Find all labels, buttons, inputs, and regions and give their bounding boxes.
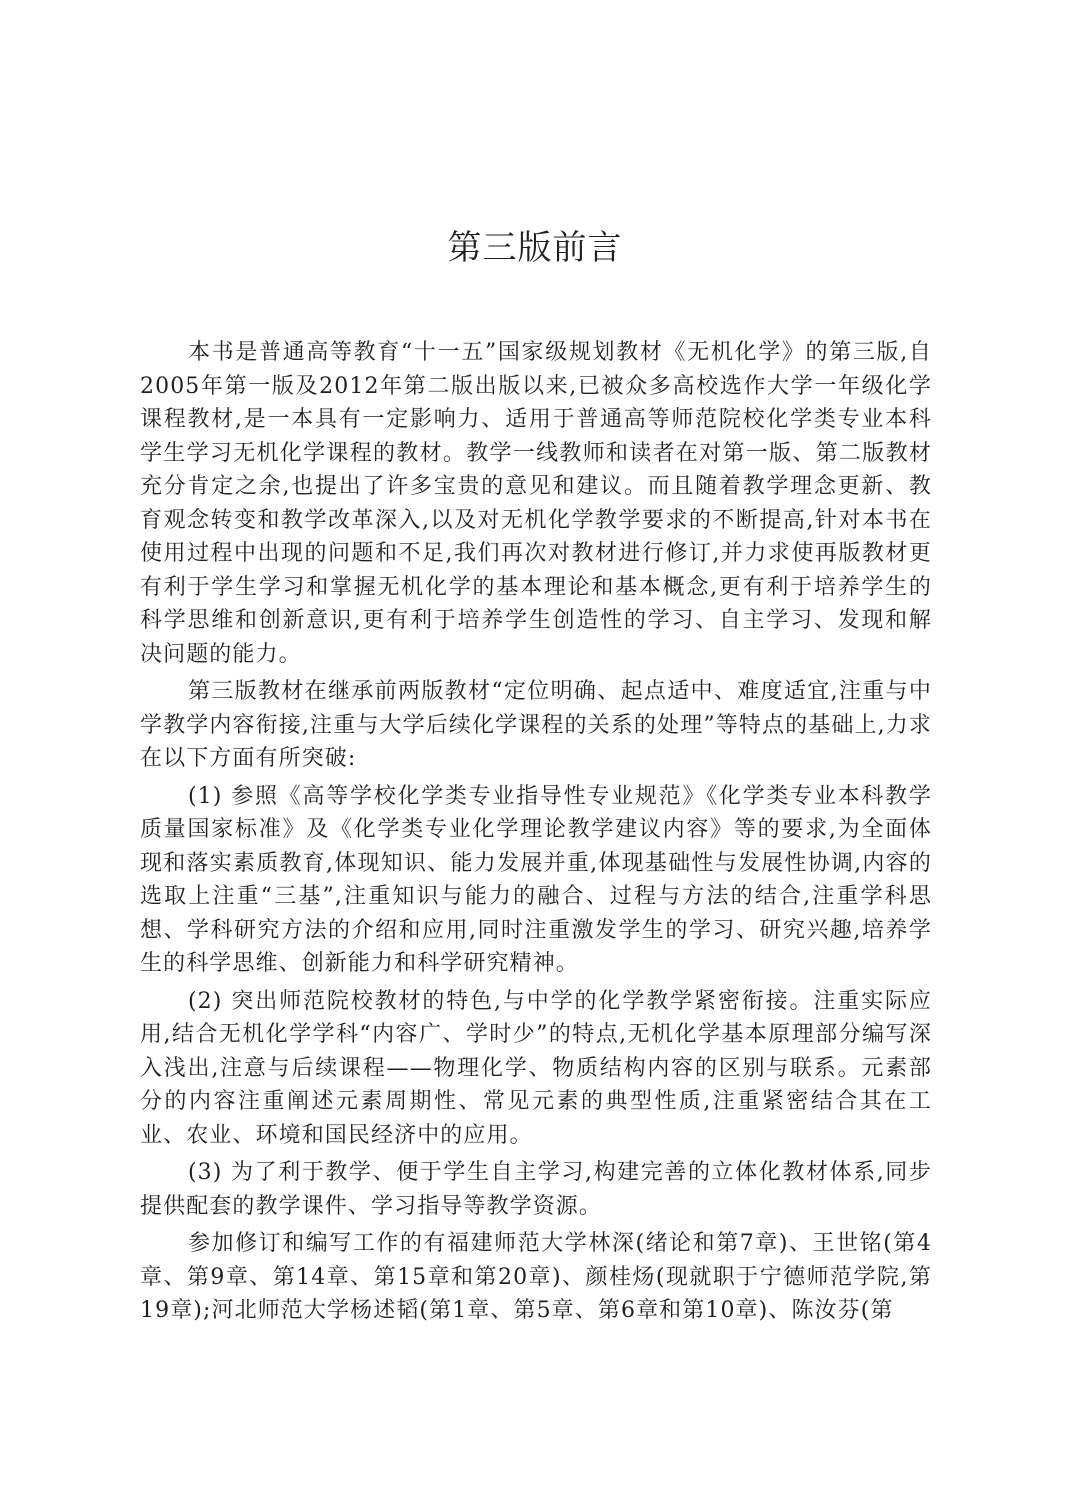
paragraph-item-2: (2) 突出师范院校教材的特色,与中学的化学教学紧密衔接。注重实际应用,结合无机化学学科“内容广、学时少”的特点,无机化学基本原理部分编写深入浅出,注意与后续课程——物理化学、物质结构内容的区别与联系。元素部分的内容注重阐述元素周期性、常见元素的典型性质,注重紧密结合其在工业、农业、环境和国民经济中的应用。 (140, 988, 932, 1148)
paragraph-third-edition: 第三版教材在继承前两版教材“定位明确、起点适中、难度适宜,注重与中学教学内容衔接,注重与大学后续化学课程的关系的处理”等特点的基础上,力求在以下方面有所突破: (140, 679, 932, 771)
page-title: 第三版前言 (447, 228, 623, 268)
body-text (140, 336, 932, 1332)
paragraph-intro: 本书是普通高等教育“十一五”国家级规划教材《无机化学》的第三版,自2005年第一版及2012年第二版出版以来,已被众多高校选作大学一年级化学课程教材,是一本具有一定影响力、适用于普通高等师范院校化学类专业本科学生学习无机化学课程的教材。教学一线教师和读者在对第一版、第二版教材充分肯定之余,也提出了许多宝贵的意见和建议。而且随着教学理念更新、教育观念转变和教学改革深入,以及对无机化学教学要求的不断提高,针对本书在使用过程中出现的问题和不足,我们再次对教材进行修订,并力求使再版教材更有利于学生学习和掌握无机化学的基本理论和基本概念,更有利于培养学生的科学思维和创新意识,更有利于培养学生创造性的学习、自主学习、发现和解决问题的能力。 (140, 340, 932, 667)
paragraph-item-3: (3) 为了利于教学、便于学生自主学习,构建完善的立体化教材体系,同步提供配套的教学课件、学习指导等教学资源。 (140, 1160, 932, 1219)
paragraph-contributors: 参加修订和编写工作的有福建师范大学林深(绪论和第7章)、王世铭(第4章、第9章、第14章、第15章和第20章)、颜桂炀(现就职于宁德师范学院,第19章);河北师范大学杨述韬(第1章、第5章、第6章和第10章)、陈汝芬(第 (140, 1231, 932, 1323)
paragraph-item-1: (1) 参照《高等学校化学类专业指导性专业规范》《化学类专业本科教学质量国家标准》及《化学类专业化学理论教学建议内容》等的要求,为全面体现和落实素质教育,体现知识、能力发展并重,体现基础性与发展性协调,内容的选取上注重“三基”,注重知识与能力的融合、过程与方法的结合,注重学科思想、学科研究方法的介绍和应用,同时注重激发学生的学习、研究兴趣,培养学生的科学思维、创新能力和科学研究精神。 (140, 783, 932, 976)
